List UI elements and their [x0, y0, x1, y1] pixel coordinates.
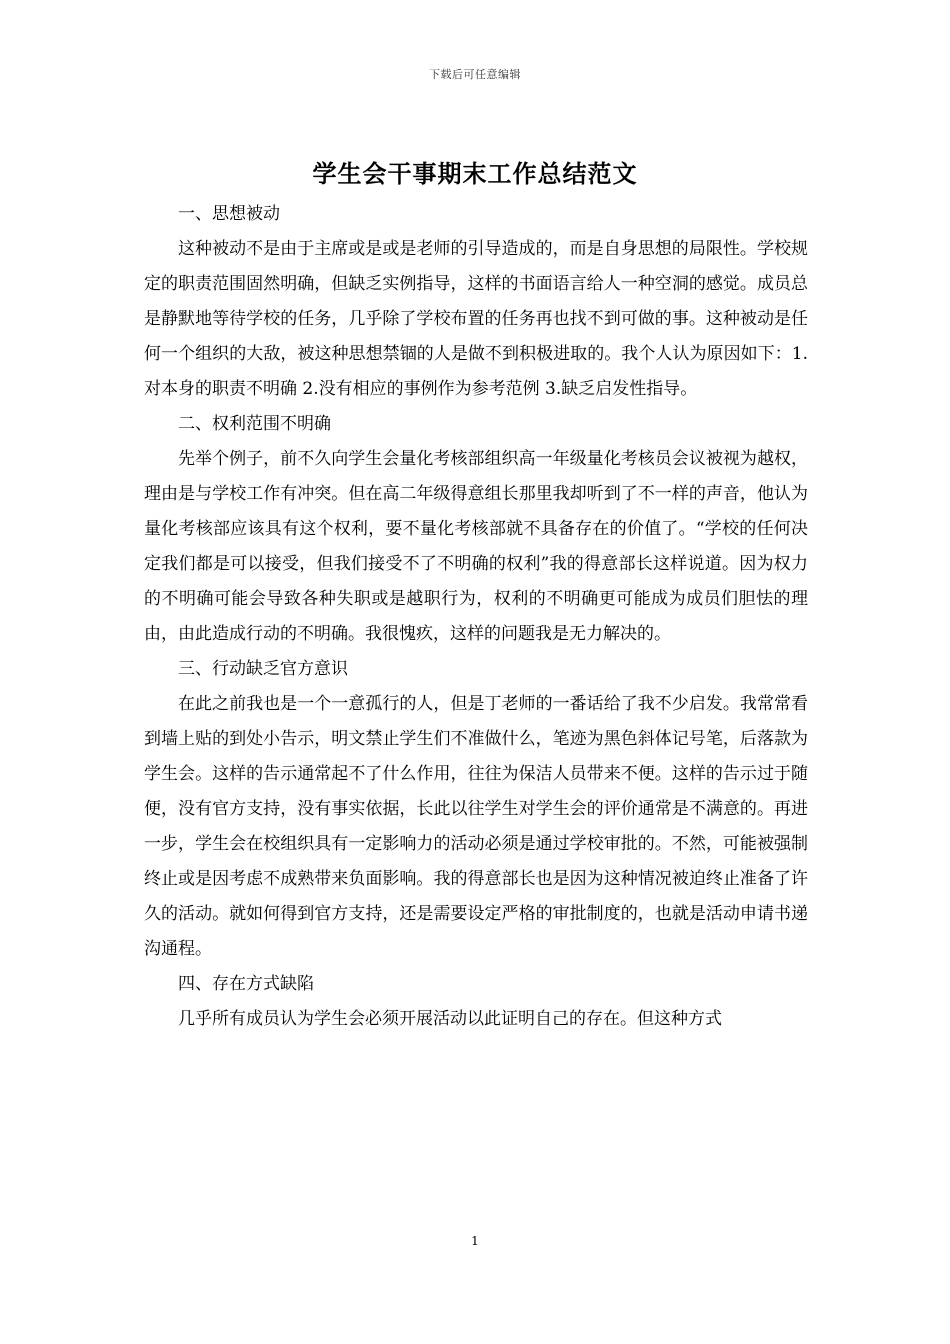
section-heading-3: 三、行动缺乏官方意识	[178, 659, 348, 679]
paragraph: 这种被动不是由于主席或是或是老师的引导造成的，而是自身思想的局限性。学校规定的职责范围固然明确，但缺乏实例指导，这样的书面语言给人一种空洞的感觉。成员总是静默地等待学校的任务，几乎除了学校布置的任务再也找不到可做的事。这种被动是任何一个组织的大敌，被这种思想禁锢的人是做不到积极进取的。我个人认为原因如下：1.对本身的职责不明确 2.没有相应的事例作为参考范例 3.缺乏启发性指导。	[144, 239, 808, 399]
section-heading-4: 四、存在方式缺陷	[178, 974, 314, 994]
section-heading-1: 一、思想被动	[178, 204, 280, 224]
page-number: 1	[471, 1234, 479, 1248]
document-body	[144, 197, 808, 1037]
section-heading-2: 二、权利范围不明确	[178, 414, 331, 434]
paragraph: 在此之前我也是一个一意孤行的人，但是丁老师的一番话给了我不少启发。我常常看到墙上贴的到处小告示，明文禁止学生们不准做什么，笔迹为黑色斜体记号笔，后落款为学生会。这样的告示通常起不了什么作用，往往为保洁人员带来不便。这样的告示过于随便，没有官方支持，没有事实依据，长此以往学生对学生会的评价通常是不满意的。再进一步，学生会在校组织具有一定影响力的活动必须是通过学校审批的。不然，可能被强制终止或是因考虑不成熟带来负面影响。我的得意部长也是因为这种情况被迫终止准备了许久的活动。就如何得到官方支持，还是需要设定严格的审批制度的，也就是活动申请书递沟通程。	[144, 694, 808, 959]
document-title: 学生会干事期末工作总结范文	[312, 159, 638, 188]
page-header-note: 下载后可任意编辑	[429, 68, 521, 81]
paragraph: 几乎所有成员认为学生会必须开展活动以此证明自己的存在。但这种方式	[178, 1009, 722, 1029]
paragraph: 先举个例子，前不久向学生会量化考核部组织高一年级量化考核员会议被视为越权，理由是与学校工作有冲突。但在高二年级得意组长那里我却听到了不一样的声音，他认为量化考核部应该具有这个权利，要不量化考核部就不具备存在的价值了。“学校的任何决定我们都是可以接受，但我们接受不了不明确的权利”我的得意部长这样说道。因为权力的不明确可能会导致各种失职或是越职行为，权利的不明确更可能成为成员们胆怯的理由，由此造成行动的不明确。我很愧疚，这样的问题我是无力解决的。	[144, 449, 808, 644]
